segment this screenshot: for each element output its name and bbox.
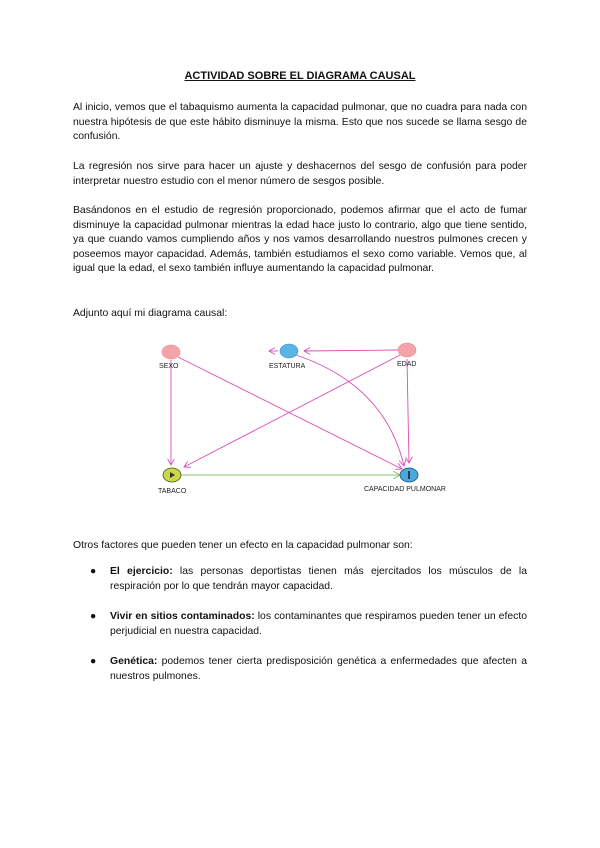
factor-text: los contaminantes que respiramos pueden tener un efecto perjudicial en nuestra capacidad. [110, 611, 527, 637]
bullet-icon: ● [90, 611, 97, 622]
outcome-icon [408, 471, 410, 479]
node-sexo [162, 345, 180, 359]
label-edad: EDAD [397, 361, 417, 368]
paragraph-results: Basándonos en el estudio de regresión proporcionado, podemos afirmar que el acto de fumar disminuye la capacidad pulmonar mientras la edad hace justo lo contrario, algo que tiene sentido, ya que cuando vamos cumpliendo años y nos vamos desarrollando nuestros pulmones crecen y poseemos mayor capacidad. Además, también estudiamos el sexo como variable. Vemos que, al igual que la edad, el sexo también influye aumentando la capacidad pulmonar. [73, 205, 527, 274]
label-sexo: SEXO [159, 363, 179, 370]
paragraph-factors-intro: Otros factores que pueden tener un efecto en la capacidad pulmonar son: [73, 540, 413, 551]
node-edad [398, 343, 416, 357]
factor-text: las personas deportistas tienen más ejercitados los músculos de la respiración por lo que tendrán mayor capacidad. [110, 566, 527, 592]
factor-term: Genética: [110, 656, 158, 667]
edge-estatura-capacidad [296, 355, 404, 466]
list-item [73, 610, 527, 639]
bullet-icon: ● [90, 656, 97, 667]
edge-edad-tabaco [184, 355, 400, 467]
factor-term: Vivir en sitios contaminados: [110, 611, 255, 622]
label-estatura: ESTATURA [269, 363, 306, 370]
bullet-icon: ● [90, 566, 97, 577]
paragraph-diagram-intro: Adjunto aquí mi diagrama causal: [73, 308, 228, 319]
list-item [73, 655, 527, 684]
causal-diagram [150, 335, 470, 505]
paragraph-confounding: Al inicio, vemos que el tabaquismo aumenta la capacidad pulmonar, que no cuadra para nada con nuestra hipótesis de que este hábito disminuye la misma. Esto que nos sucede se llama sesgo de confusión. [73, 102, 527, 142]
edge-edad-estatura [304, 350, 398, 351]
label-capacidad: CAPACIDAD PULMONAR [364, 486, 446, 493]
edge-edad-capacidad [407, 359, 409, 463]
paragraph-regression: La regresión nos sirve para hacer un ajuste y deshacernos del sesgo de confusión para poder interpretar nuestro estudio con el menor número de sesgos posible. [73, 161, 527, 187]
factors-list [73, 565, 527, 700]
list-item [73, 565, 527, 594]
page-title: ACTIVIDAD SOBRE EL DIAGRAMA CAUSAL [184, 70, 416, 82]
factor-term: El ejercicio: [110, 566, 173, 577]
factor-text: podemos tener cierta predisposición genética a enfermedades que afecten a nuestros pulmones. [110, 656, 527, 682]
label-tabaco: TABACO [158, 488, 187, 495]
node-estatura [280, 344, 298, 358]
